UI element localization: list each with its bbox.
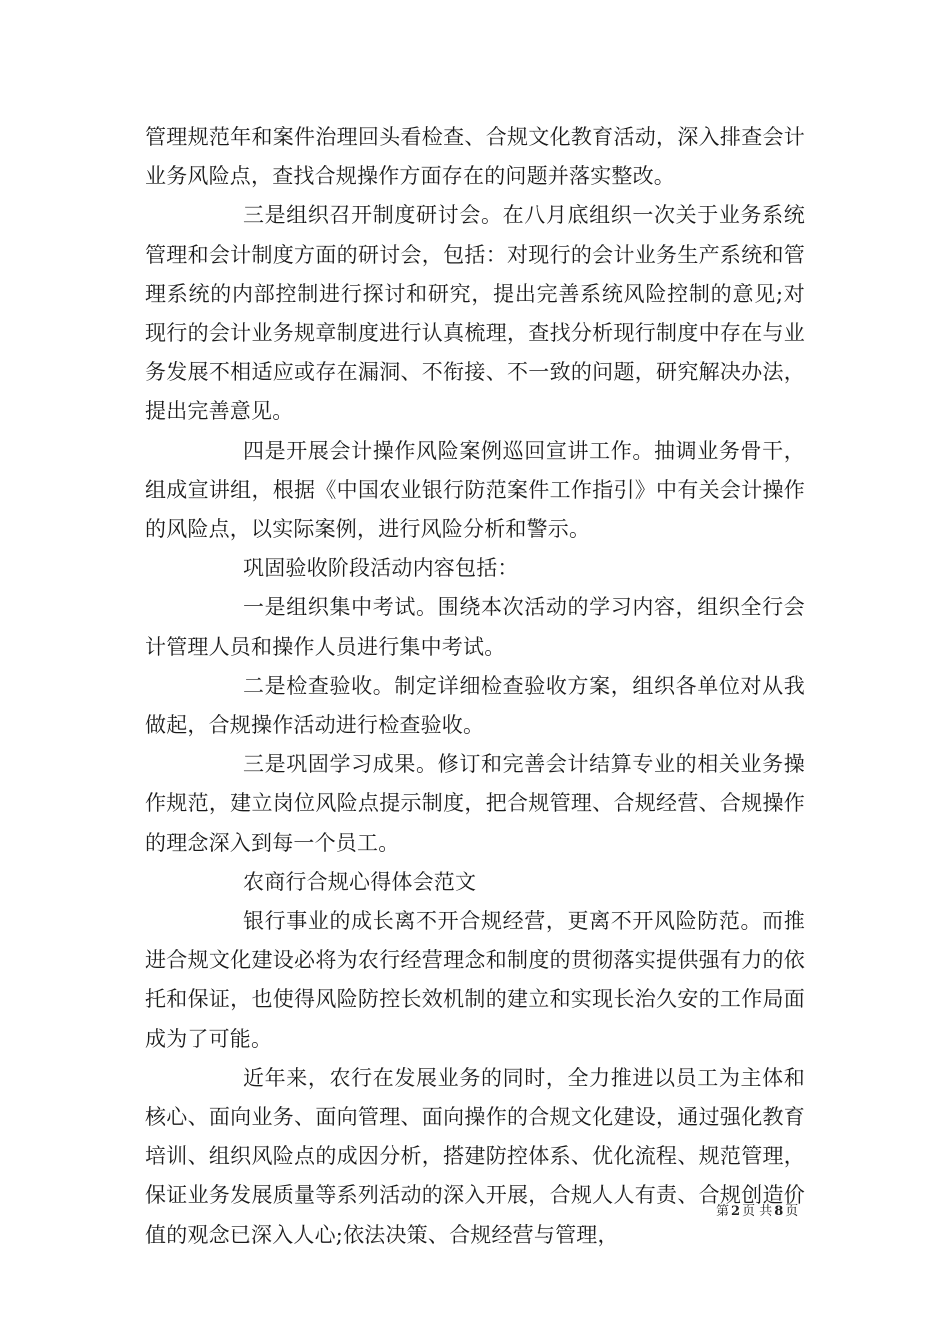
footer-prefix: 第 bbox=[716, 1204, 730, 1219]
page-number bbox=[716, 1200, 798, 1219]
paragraph: 银行事业的成长离不开合规经营，更离不开风险防范。而推进合规文化建设必将为农行经营理念和制度的贯彻落实提供强有力的依托和保证，也使得风险防控长效机制的建立和实现长治久安的工作局面成为了可能。 bbox=[145, 909, 805, 1051]
footer-middle: 页 共 bbox=[742, 1204, 773, 1219]
footer-suffix: 页 bbox=[785, 1204, 799, 1219]
paragraph: 管理规范年和案件治理回头看检查、合规文化教育活动，深入排查会计业务风险点，查找合规操作方面存在的问题并落实整改。 bbox=[145, 125, 805, 189]
paragraph: 三是巩固学习成果。修订和完善会计结算专业的相关业务操作规范，建立岗位风险点提示制度，把合规管理、合规经营、合规操作的理念深入到每一个员工。 bbox=[145, 752, 805, 855]
paragraph: 三是组织召开制度研讨会。在八月底组织一次关于业务系统管理和会计制度方面的研讨会，包括：对现行的会计业务生产系统和管理系统的内部控制进行探讨和研究，提出完善系统风险控制的意见;对现行的会计业务规章制度进行认真梳理，查找分析现行制度中存在与业务发展不相适应或存在漏洞、不衔接、不一致的问题，研究解决办法，提出完善意见。 bbox=[145, 203, 805, 424]
paragraph: 巩固验收阶段活动内容包括： bbox=[243, 556, 519, 581]
paragraph: 近年来，农行在发展业务的同时，全力推进以员工为主体和核心、面向业务、面向管理、面向操作的合规文化建设，通过强化教育培训、组织风险点的成因分析，搭建防控体系、优化流程、规范管理，保证业务发展质量等系列活动的深入开展，合规人人有责、合规创造价值的观念已深入人心;依法决策、合规经营与管理， bbox=[145, 1065, 805, 1247]
document-body bbox=[145, 118, 805, 1255]
paragraph: 一是组织集中考试。围绕本次活动的学习内容，组织全行会计管理人员和操作人员进行集中考试。 bbox=[145, 595, 805, 659]
total-pages-number: 8 bbox=[774, 1204, 784, 1219]
current-page-number: 2 bbox=[731, 1204, 741, 1219]
paragraph: 二是检查验收。制定详细检查验收方案，组织各单位对从我做起，合规操作活动进行检查验收。 bbox=[145, 673, 805, 738]
section-heading: 农商行合规心得体会范文 bbox=[243, 869, 477, 894]
paragraph: 四是开展会计操作风险案例巡回宣讲工作。抽调业务骨干，组成宣讲组，根据《中国农业银行防范案件工作指引》中有关会计操作的风险点，以实际案例，进行风险分析和警示。 bbox=[145, 438, 805, 542]
